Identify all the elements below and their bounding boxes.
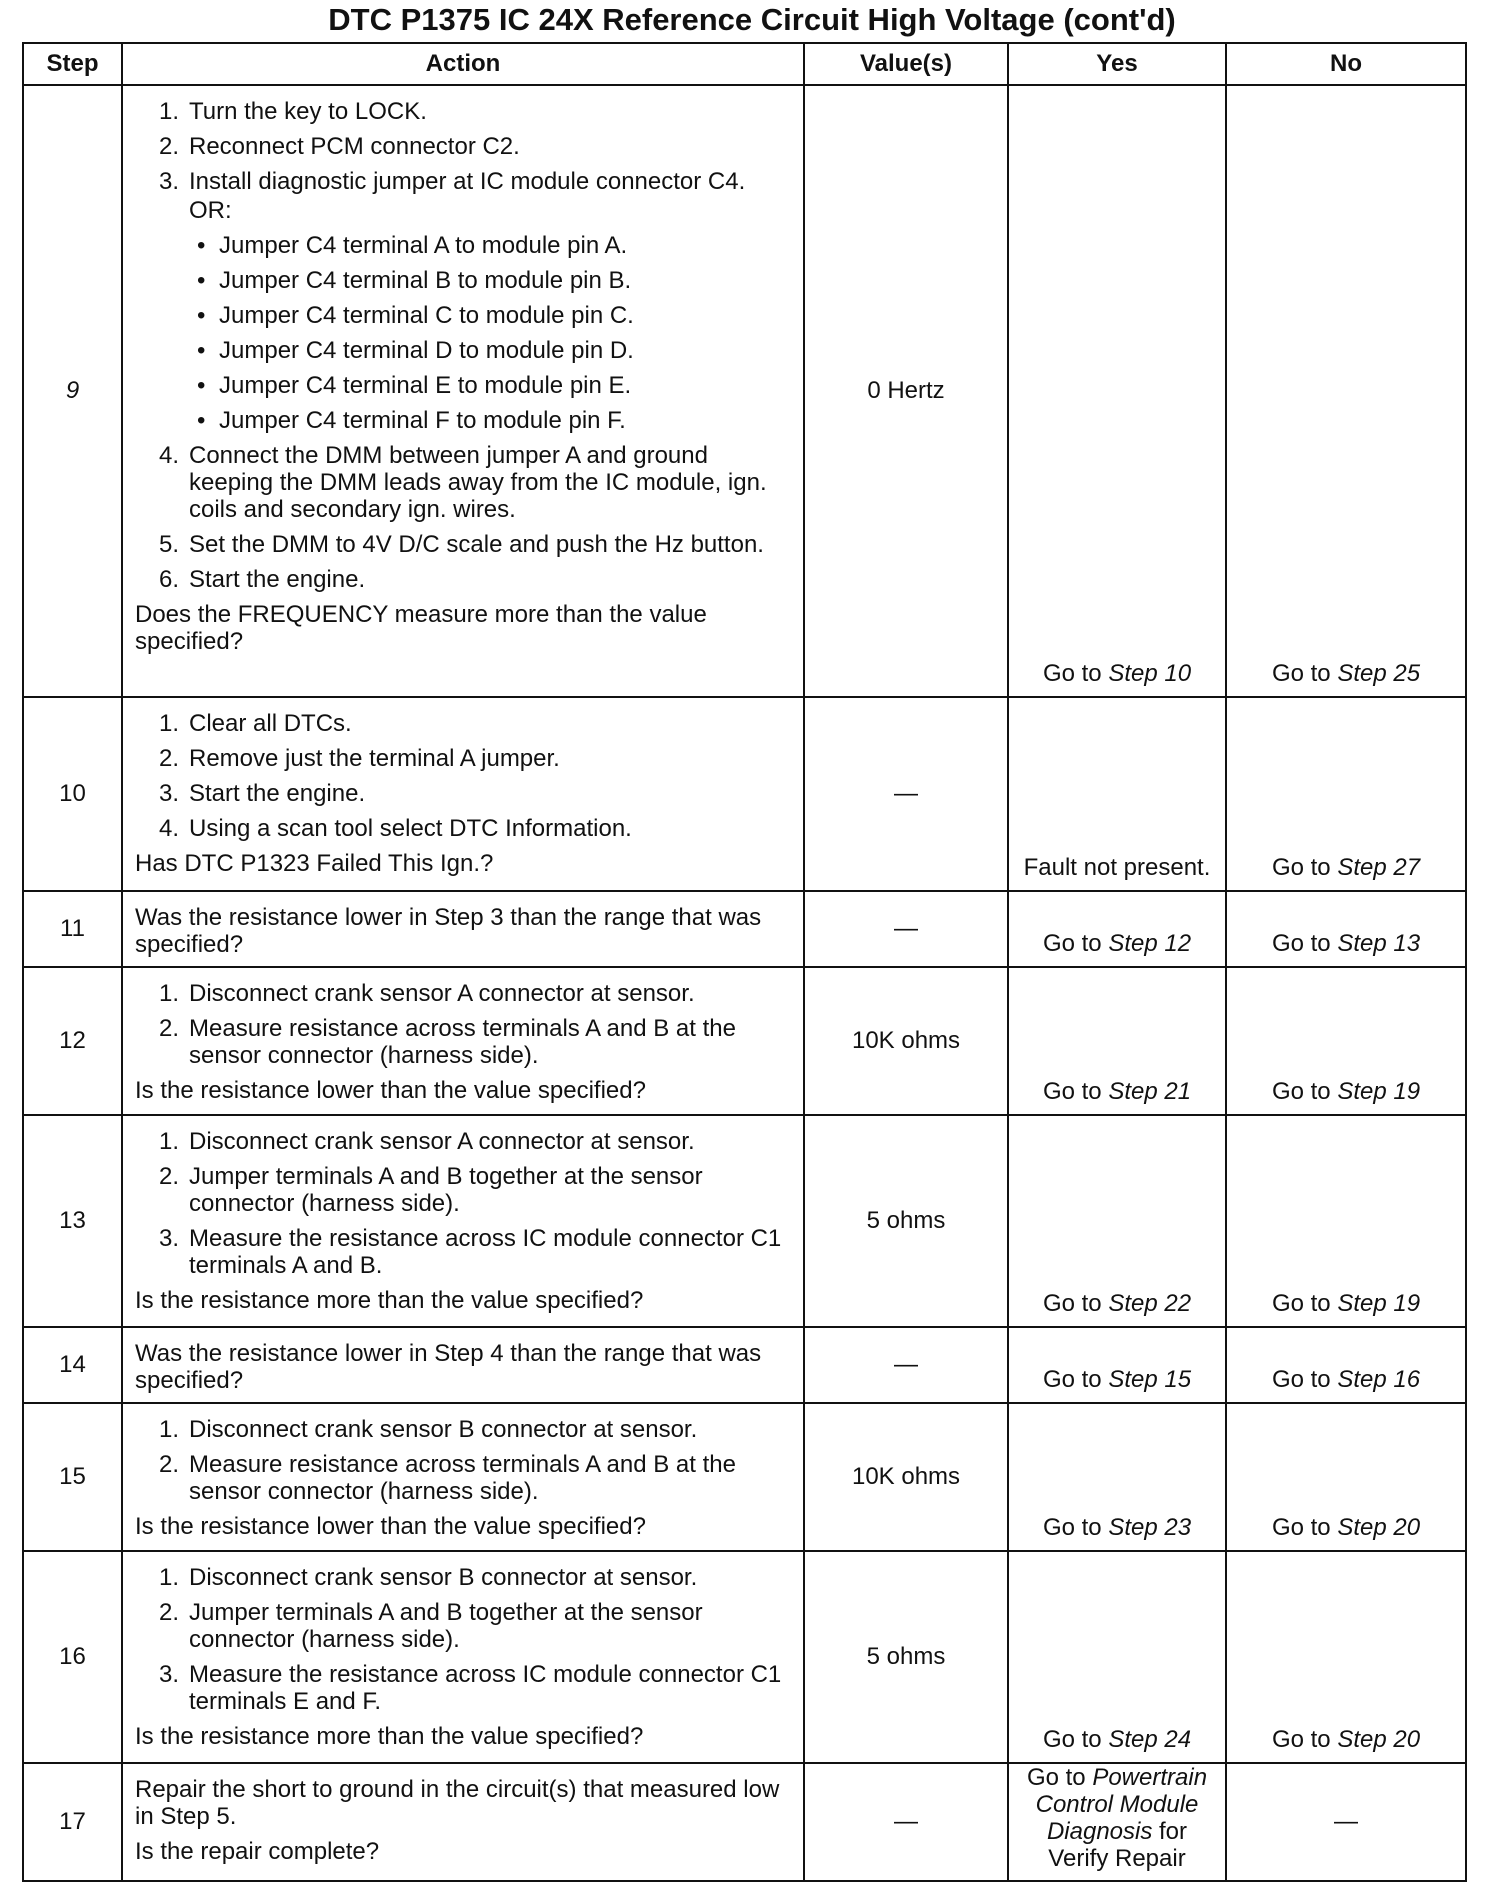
step-link: Step 21 — [1108, 1078, 1192, 1105]
list-item: 4. Connect the DMM between jumper A and ground keeping the DMM leads away from the IC module, ign. coils and secondary ign. wires. — [158, 442, 767, 523]
no-cell: Go to Step 20 — [1226, 1403, 1466, 1551]
table-row — [23, 1115, 1466, 1327]
no-cell: Go to Step 16 — [1226, 1327, 1466, 1403]
yes-cell: Go to Step 10 — [1008, 85, 1226, 697]
table-row — [23, 1327, 1466, 1403]
step-number: 16 — [23, 1551, 122, 1763]
value-cell: — — [804, 1327, 1008, 1403]
list-item: • Jumper C4 terminal D to module pin D. — [197, 337, 634, 364]
list-item: 2. Reconnect PCM connector C2. — [158, 133, 520, 160]
action-cell — [122, 1551, 804, 1763]
table-row — [23, 1403, 1466, 1551]
step-number: 14 — [23, 1327, 122, 1403]
list-item: • Jumper C4 terminal C to module pin C. — [197, 302, 634, 329]
value-cell: 5 ohms — [804, 1551, 1008, 1763]
question: Was the resistance lower in Step 3 than the range that was specified? — [135, 904, 762, 958]
list-item: 2. Jumper terminals A and B together at the sensor connector (harness side). — [158, 1599, 703, 1653]
no-cell: — — [1226, 1763, 1466, 1881]
list-item: 6. Start the engine. — [158, 566, 366, 593]
no-cell: Go to Step 27 — [1226, 697, 1466, 891]
yes-cell: Go to Step 12 — [1008, 891, 1226, 967]
no-cell: Go to Step 13 — [1226, 891, 1466, 967]
value-cell: 10K ohms — [804, 1403, 1008, 1551]
header-yes: Yes — [1008, 43, 1226, 85]
step-link: Step 24 — [1108, 1726, 1192, 1753]
list-item: • Jumper C4 terminal E to module pin E. — [197, 372, 632, 399]
header-no: No — [1226, 43, 1466, 85]
module-link: Powertrain — [1092, 1764, 1208, 1791]
list-item: 5. Set the DMM to 4V D/C scale and push the Hz button. — [158, 531, 764, 558]
step-number: 9 — [23, 85, 122, 697]
action-cell — [122, 967, 804, 1115]
step-link: Step 16 — [1337, 1366, 1421, 1393]
step-link: Step 25 — [1337, 660, 1421, 687]
question: Is the resistance more than the value specified? — [135, 1287, 644, 1314]
step-link: Step 20 — [1337, 1726, 1421, 1753]
or-label: OR: — [189, 197, 232, 224]
page-title: DTC P1375 IC 24X Reference Circuit High Voltage (cont'd) — [328, 2, 1176, 37]
step-link: Step 19 — [1337, 1290, 1421, 1317]
value-cell: — — [804, 1763, 1008, 1881]
step-link: Step 22 — [1108, 1290, 1192, 1317]
step-link: Step 19 — [1337, 1078, 1421, 1105]
yes-cell: Go to Powertrain Control Module Diagnosis for Verify Repair — [1008, 1763, 1226, 1881]
value-cell: 0 Hertz — [804, 85, 1008, 697]
list-item: 1. Disconnect crank sensor A connector at sensor. — [158, 1128, 695, 1155]
step-number: 12 — [23, 967, 122, 1115]
action-cell — [122, 1327, 804, 1403]
yes-cell: Go to Step 22 — [1008, 1115, 1226, 1327]
question: Does the FREQUENCY measure more than the value specified? — [135, 601, 707, 655]
list-item: 3. Install diagnostic jumper at IC module connector C4. — [158, 168, 746, 195]
step-link: Step 10 — [1108, 660, 1192, 687]
value-cell: 10K ohms — [804, 967, 1008, 1115]
action-cell — [122, 1115, 804, 1327]
question: Has DTC P1323 Failed This Ign.? — [135, 850, 494, 877]
yes-cell: Go to Step 23 — [1008, 1403, 1226, 1551]
lead-text: Repair the short to ground in the circuit(s) that measured low in Step 5. — [135, 1776, 780, 1830]
question: Is the resistance more than the value specified? — [135, 1723, 644, 1750]
step-number: 13 — [23, 1115, 122, 1327]
step-link: Step 20 — [1337, 1514, 1421, 1541]
question: Is the repair complete? — [135, 1838, 380, 1865]
list-item: • Jumper C4 terminal B to module pin B. — [197, 267, 632, 294]
question: Is the resistance lower than the value specified? — [135, 1077, 646, 1104]
action-cell — [122, 891, 804, 967]
list-item: 2. Remove just the terminal A jumper. — [158, 745, 560, 772]
list-item: 2. Measure resistance across terminals A and B at the sensor connector (harness side). — [158, 1451, 736, 1505]
list-item: 3. Measure the resistance across IC module connector C1 terminals E and F. — [158, 1661, 782, 1715]
list-item: 2. Jumper terminals A and B together at the sensor connector (harness side). — [158, 1163, 703, 1217]
list-item: 1. Clear all DTCs. — [158, 710, 352, 737]
no-cell: Go to Step 20 — [1226, 1551, 1466, 1763]
diagnostic-table — [22, 42, 1467, 1882]
yes-cell: Fault not present. — [1008, 697, 1226, 891]
step-link: Step 23 — [1108, 1514, 1192, 1541]
question: Was the resistance lower in Step 4 than the range that was specified? — [135, 1340, 762, 1394]
table-row — [23, 891, 1466, 967]
step-link: Step 15 — [1108, 1366, 1192, 1393]
list-item: 3. Measure the resistance across IC module connector C1 terminals A and B. — [158, 1225, 782, 1279]
action-cell — [122, 697, 804, 891]
list-item: 2. Measure resistance across terminals A and B at the sensor connector (harness side). — [158, 1015, 736, 1069]
step-number: 15 — [23, 1403, 122, 1551]
value-cell: — — [804, 891, 1008, 967]
table-row — [23, 85, 1466, 697]
header-action: Action — [122, 43, 804, 85]
list-item: 1. Disconnect crank sensor B connector at sensor. — [158, 1564, 698, 1591]
action-cell — [122, 85, 804, 697]
step-link: Step 27 — [1337, 854, 1421, 881]
list-item: • Jumper C4 terminal F to module pin F. — [197, 407, 626, 434]
step-link: Step 12 — [1108, 930, 1192, 957]
step-number: 17 — [23, 1763, 122, 1881]
header-step: Step — [23, 43, 122, 85]
list-item: 1. Disconnect crank sensor B connector at sensor. — [158, 1416, 698, 1443]
table-row — [23, 1763, 1466, 1881]
no-cell: Go to Step 19 — [1226, 967, 1466, 1115]
step-number: 11 — [23, 891, 122, 967]
table-row — [23, 1551, 1466, 1763]
list-item: 1. Turn the key to LOCK. — [158, 98, 427, 125]
yes-cell: Go to Step 24 — [1008, 1551, 1226, 1763]
value-cell: 5 ohms — [804, 1115, 1008, 1327]
yes-cell: Go to Step 21 — [1008, 967, 1226, 1115]
header-values: Value(s) — [804, 43, 1008, 85]
table-row — [23, 697, 1466, 891]
list-item: 3. Start the engine. — [158, 780, 366, 807]
list-item: 4. Using a scan tool select DTC Information. — [158, 815, 632, 842]
step-number: 10 — [23, 697, 122, 891]
step-link: Step 13 — [1337, 930, 1421, 957]
list-item: • Jumper C4 terminal A to module pin A. — [197, 232, 628, 259]
action-cell — [122, 1763, 804, 1881]
no-cell: Go to Step 25 — [1226, 85, 1466, 697]
no-cell: Go to Step 19 — [1226, 1115, 1466, 1327]
yes-cell: Go to Step 15 — [1008, 1327, 1226, 1403]
question: Is the resistance lower than the value specified? — [135, 1513, 646, 1540]
action-cell — [122, 1403, 804, 1551]
header-row — [23, 43, 1466, 85]
value-cell: — — [804, 697, 1008, 891]
table-row — [23, 967, 1466, 1115]
list-item: 1. Disconnect crank sensor A connector at sensor. — [158, 980, 695, 1007]
